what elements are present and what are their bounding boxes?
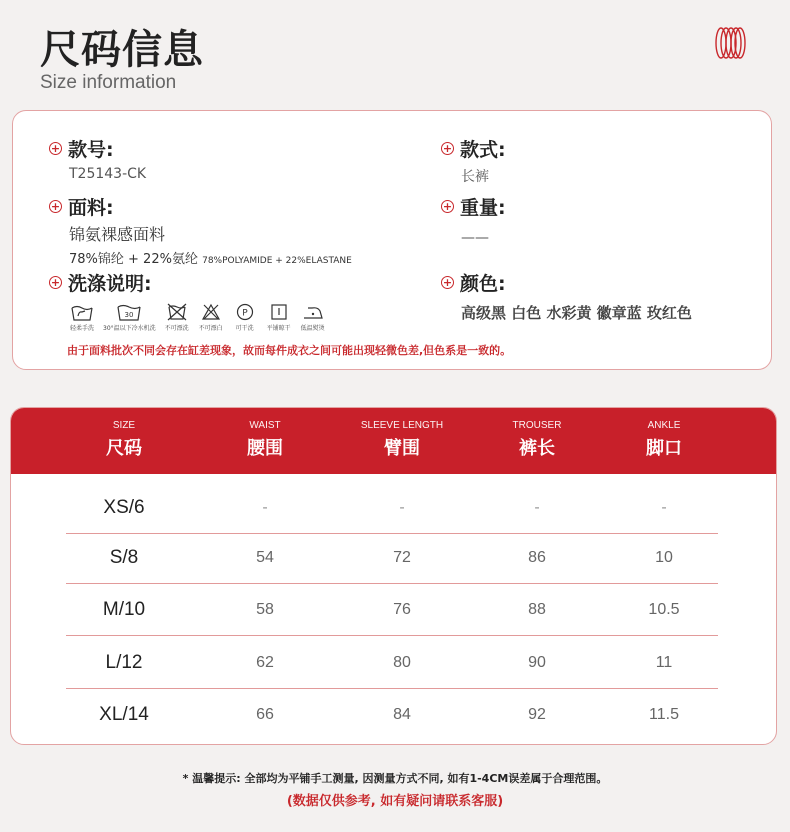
care-label: 洗涤说明:: [68, 273, 152, 295]
waist-cell: 54: [256, 549, 274, 566]
size-table: [10, 407, 777, 745]
sleeve-cell: -: [399, 499, 405, 516]
care-item: [103, 302, 156, 332]
column-header-sleeve: SLEEVE LENGTH 臂围: [360, 420, 444, 459]
fabric-composition-cn: 78%锦纶 + 22%氨纶: [69, 252, 198, 267]
care-text: 不可漂洗: [164, 325, 189, 332]
plus-circle-icon: +: [50, 142, 61, 155]
care-text: 不可漂白: [198, 325, 223, 332]
care-text: 低温熨烫: [300, 325, 325, 332]
plus-circle-icon: +: [442, 200, 453, 213]
plus-circle-icon: +: [442, 142, 453, 155]
no-tumble-dry-icon: [198, 302, 224, 322]
svg-text:30: 30: [124, 311, 134, 319]
waist-cell: 66: [256, 706, 274, 723]
care-item: [232, 302, 258, 332]
style-no-label: 款号:: [68, 139, 114, 161]
waist-cell: 62: [256, 654, 274, 671]
sleeve-cell: 84: [393, 706, 411, 723]
style-no-field: [49, 135, 146, 182]
trouser-cell: 92: [528, 706, 546, 723]
weight-label: 重量:: [460, 197, 506, 219]
table-row: [66, 637, 718, 689]
professional-clean-icon: [232, 302, 258, 322]
care-item: [198, 302, 224, 332]
flat-dry-icon: [266, 302, 292, 322]
column-header-size: SIZE 尺码: [106, 420, 142, 459]
care-text: 30°温以下冷水机洗: [103, 325, 156, 332]
size-cell: XL/14: [99, 704, 149, 725]
ankle-cell: 10: [655, 549, 673, 566]
ankle-cell: 11.5: [649, 706, 679, 723]
color-label: 颜色:: [460, 273, 506, 295]
measurement-tip: * 温馨提示: 全部均为平铺手工测量, 因测量方式不同, 如有1-4CM误差属于合理范围。: [182, 772, 608, 785]
rings-decoration-icon: [713, 26, 747, 60]
sleeve-cell: 76: [393, 601, 411, 618]
style-field: [441, 135, 506, 186]
trouser-cell: 86: [528, 549, 546, 566]
page-title: 尺码信息: [40, 27, 204, 73]
size-cell: L/12: [105, 652, 143, 673]
care-text: 平铺晾干: [266, 325, 291, 332]
fabric-composition-en: 78%POLYAMIDE + 22%ELASTANE: [202, 256, 352, 266]
product-info-card: [12, 110, 772, 370]
sleeve-cell: 72: [393, 549, 411, 566]
column-header-waist: WAIST 腰围: [247, 420, 283, 459]
no-bleach-icon: [164, 302, 190, 322]
waist-cell: 58: [256, 601, 274, 618]
color-field: [441, 269, 692, 323]
table-row: [66, 584, 718, 636]
trouser-cell: 88: [528, 601, 546, 618]
ankle-cell: 11: [655, 654, 673, 671]
care-text: 可干洗: [235, 325, 254, 332]
plus-circle-icon: +: [50, 200, 61, 213]
trouser-cell: -: [534, 499, 540, 516]
care-item: [164, 302, 190, 332]
style-label: 款式:: [460, 139, 506, 161]
table-row: [66, 532, 718, 584]
style-value: 长裤: [461, 169, 489, 185]
ankle-cell: 10.5: [648, 601, 680, 618]
fabric-label: 面料:: [68, 197, 114, 219]
weight-value: ——: [461, 230, 489, 246]
color-difference-notice: 由于面料批次不同会存在缸差现象，故而每件成衣之间可能出现轻微色差,但色系是一致的。: [67, 344, 512, 357]
waist-cell: -: [262, 499, 268, 516]
ankle-cell: -: [661, 499, 667, 516]
fabric-field: [49, 193, 352, 267]
size-cell: M/10: [102, 599, 146, 620]
table-row: [66, 482, 718, 534]
hand-wash-icon: [69, 302, 95, 322]
page-subtitle: Size information: [40, 72, 177, 93]
fabric-composition: [49, 248, 352, 267]
color-value: 高级黑 白色 水彩黄 徽章蓝 玫红色: [461, 304, 692, 322]
size-cell: XS/6: [103, 497, 145, 518]
size-table-header: [11, 408, 776, 474]
care-icons: [49, 302, 326, 332]
style-no-value: T25143-CK: [69, 166, 147, 182]
care-item: [266, 302, 292, 332]
reference-note: (数据仅供参考, 如有疑问请联系客服): [286, 794, 504, 809]
care-field: [49, 269, 326, 332]
sleeve-cell: 80: [393, 654, 411, 671]
plus-circle-icon: +: [442, 276, 453, 289]
care-item: [300, 302, 326, 332]
table-row: [66, 689, 718, 741]
column-header-trouser: TROUSER 裤长: [512, 420, 562, 459]
trouser-cell: 90: [528, 654, 546, 671]
weight-field: [441, 193, 506, 246]
plus-circle-icon: +: [50, 276, 61, 289]
svg-text:P: P: [241, 308, 248, 319]
size-cell: S/8: [109, 547, 139, 568]
low-iron-icon: [300, 302, 326, 322]
care-item: [69, 302, 95, 332]
machine-wash-30-icon: [116, 302, 142, 322]
fabric-value: 锦氨裸感面料: [69, 225, 166, 244]
care-text: 轻柔手洗: [69, 325, 94, 332]
column-header-ankle: ANKLE 脚口: [646, 420, 682, 459]
